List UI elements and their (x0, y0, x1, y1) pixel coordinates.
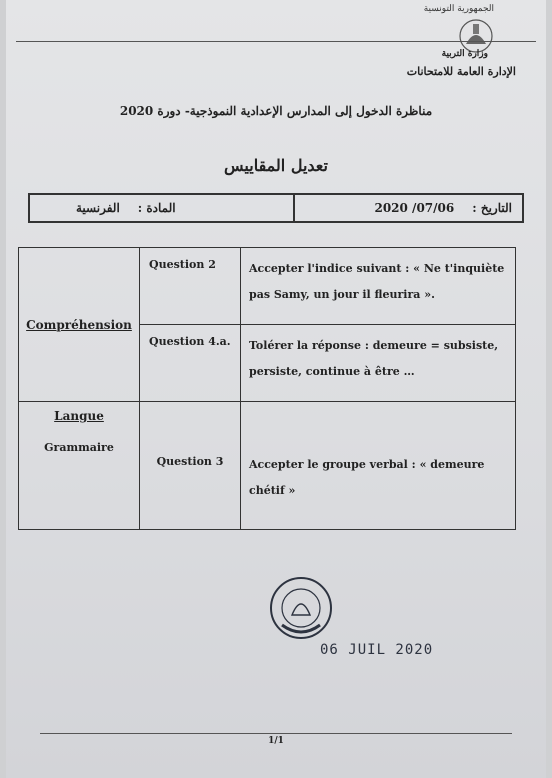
criterion-cell: Accepter le groupe verbal : « demeure chétif » (241, 402, 516, 530)
criterion-cell: Tolérer la réponse : demeure = subsiste, persiste, continue à être … (241, 325, 516, 402)
info-bar (28, 193, 524, 223)
footer-divider (40, 733, 512, 734)
question-label: Question 2 (149, 258, 216, 271)
document-heading: مناظرة الدخول إلى المدارس الإعدادية النموذجية- دورة 2020 (119, 104, 433, 118)
official-seal-icon (268, 575, 334, 641)
question-label: Question 4.a. (149, 335, 231, 348)
criterion-cell: Accepter l'indice suivant : « Ne t'inquiète pas Samy, un jour il fleurira ». (241, 248, 516, 325)
subject-cell (30, 195, 295, 221)
date-label: التاريخ : (472, 201, 512, 215)
section-title-comprehension: Compréhension (26, 317, 132, 332)
subject-label: المادة : (137, 201, 176, 215)
date-value: 2020 /07/06 (374, 201, 455, 215)
criteria-table (18, 247, 516, 530)
question-label: Question 3 (156, 455, 224, 468)
section-title-langue: Langue (54, 409, 104, 423)
question-cell (140, 325, 241, 402)
document-subtitle: تعديل المقاييس (224, 156, 328, 175)
stamp-date: 06 JUIL 2020 (320, 642, 434, 658)
ministry-header: الجمهورية التونسية (423, 4, 494, 14)
section-cell (19, 402, 140, 530)
question-cell (140, 248, 241, 325)
subject-value: الفرنسية (76, 201, 120, 215)
table-row (19, 248, 516, 325)
table-row (19, 402, 516, 530)
page-number: 1/1 (268, 736, 284, 746)
office-line-2: الإدارة العامة للامتحانات (406, 65, 516, 78)
section-subtitle-grammaire: Grammaire (44, 441, 114, 454)
question-cell (140, 402, 241, 530)
office-line-1: وزارة التربية (441, 49, 488, 59)
header-divider (16, 41, 536, 42)
section-cell (19, 248, 140, 402)
date-cell (295, 195, 522, 221)
